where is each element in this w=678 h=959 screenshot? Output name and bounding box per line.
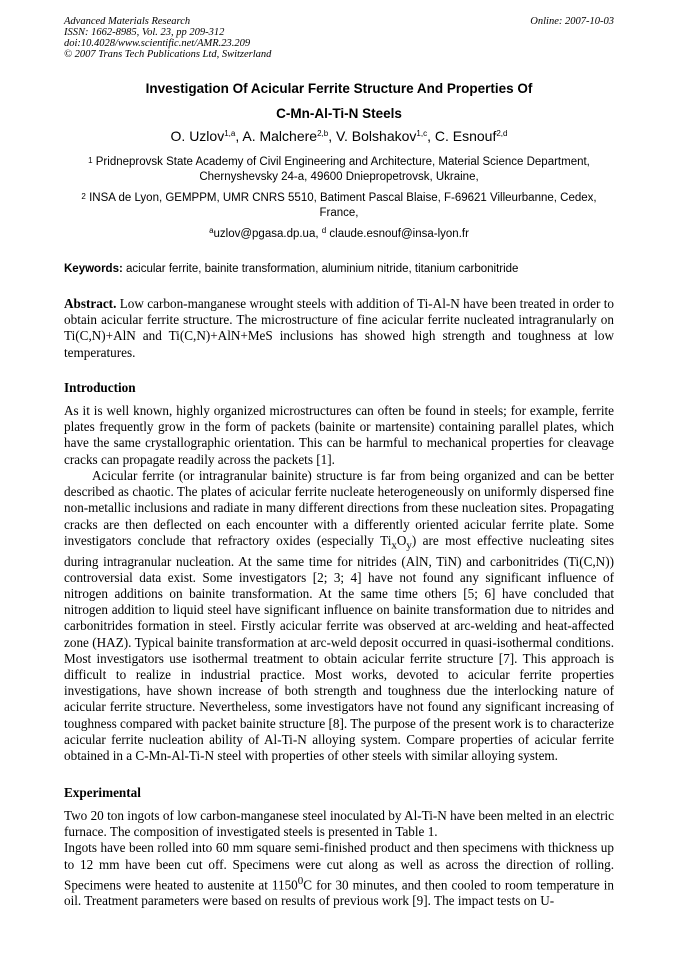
- author-name: O. Uzlov: [170, 128, 225, 144]
- experimental-heading: Experimental: [64, 785, 141, 800]
- paragraph-text: O: [396, 532, 407, 548]
- abstract-label: Abstract.: [64, 296, 117, 311]
- experimental-paragraph-2: [64, 840, 614, 909]
- keywords-line: [64, 263, 614, 275]
- affiliation-sup: 2: [81, 192, 86, 201]
- affiliation-1: [64, 155, 614, 185]
- subscript: y: [406, 539, 412, 552]
- author-list: O. Uzlov$^{1,a}$, A. Malchere$^{2,b}$, V. Bolshakov$^{1,c}$, C. Esnouf$^{2,d}$: [170, 128, 508, 144]
- doi-line: doi:10.4028/www.scientific.net/AMR.23.209: [64, 38, 251, 49]
- affiliation-2: [64, 191, 614, 221]
- affiliation-sup: 1: [88, 156, 93, 165]
- copyright-line: © 2007 Trans Tech Publications Ltd, Switzerland: [64, 49, 272, 60]
- email-sup: d: [321, 226, 327, 235]
- paragraph-text: Acicular ferrite (or intragranular bainite) structure is far from being organized and can be better described as chaotic. The plates of acicular ferrite nucleate heterogeneously on uniformly dispersed fine non-metallic inclusions and radiate in many different directions from these nucleation sites. Propagating cracks are then deflected on each encounter with a differently oriented acicular ferrite plate. Some investigators conclude that refractory oxides (especially Ti: [64, 468, 614, 548]
- experimental-text: [64, 808, 614, 910]
- email-line: $^a$uzlov@pgasa.dp.ua, $^d$ claude.esnouf@insa-lyon.fr: [209, 226, 469, 240]
- abstract: [64, 296, 614, 361]
- journal-header: [64, 16, 271, 60]
- affiliation-text: INSA de Lyon, GEMPPM, UMR CNRS 5510, Batiment Pascal Blaise, F-69621 Villeurbanne, Cedex, France,: [89, 192, 597, 219]
- author-name: A. Malchere: [242, 128, 318, 144]
- affiliation-text: Pridneprovsk State Academy of Civil Engineering and Architecture, Material Science Department, Chernyshevsky 24-a, 49600 Dniepropetrovsk, Ukraine,: [95, 156, 590, 183]
- abstract-text: Low carbon-manganese wrought steels with addition of Ti-Al-N have been treated in order to obtain acicular ferrite structure. The microstructure of fine acicular ferrite nucleated intragranularly on Ti(C,N)+AlN and Ti(C,N)+AlN+MeS inclusions has showed high strength and toughness at low temperatures.: [64, 296, 614, 360]
- author-sup: 2,d: [496, 129, 508, 138]
- experimental-paragraph-1: Two 20 ton ingots of low carbon-manganese steel inoculated by Al-Ti-N have been melted in an electric furnace. The composition of investigated steels is presented in Table 1.: [64, 808, 614, 840]
- online-date: Online: 2007-10-03: [530, 16, 614, 27]
- journal-name: Advanced Materials Research: [64, 16, 191, 27]
- paragraph-text: ) are most effective nucleating sites during intragranular nucleation. At the same time for nitrides (AlN, TiN) and carbonitrides (Ti(C,N)) controversial data exist. Some investigators [2; 3; 4] have not found any significant influence of nitrogen additions on bainite transformation. At the same time others [5; 6] have concluded that nitrogen addition to liquid steel have significant influence on bainite transformation due to nitrides and carbonitrides formation in steel. Firstly acicular ferrite was observed at arc-welding and heat-affected zone (HAZ). Typical bainite transformation at arc-weld deposit occurred in quasi-isothermal conditions. Most investigators use isothermal treatment to obtain acicular ferrite structure [7]. This approach is difficult to realize in industrial practice. Most works, devoted to acicular ferrite properties investigations, have shown increase of both strength and toughness due the interlocking nature of acicular ferrite structure. Nevertheless, some investigators have not found any significant increasing of toughness compared with packet bainite structure [8]. The purpose of the present work is to characterize acicular ferrite nucleation ability of Al-Ti-N alloying system. Compare properties of acicular ferrite obtained in a C-Mn-Al-Ti-N steel with properties of other steels with similar alloying system.: [64, 532, 615, 764]
- keywords-text: acicular ferrite, bainite transformation, aluminium nitride, titanium carbonitride: [126, 263, 519, 275]
- superscript: 0: [297, 874, 304, 887]
- introduction-paragraph-1: As it is well known, highly organized microstructures can often be found in steels; for example, ferrite plates frequently grow in the form of packets (bainite or martensite) containing parallel plates, which have the same crystallographic orientation. This can be harmful to mechanical properties for cleavage cracks can propagate readily across the packets [1].: [64, 403, 614, 467]
- email-sup: a: [209, 226, 214, 235]
- author-sup: 1,c: [416, 129, 428, 138]
- paragraph-text: C for 30 minutes, and then cooled to room temperature in oil. Treatment parameters were based on results of previous work [9]. The impact tests on U-: [64, 877, 614, 909]
- subscript: x: [391, 539, 397, 552]
- paper-title-line-2: C-Mn-Al-Ti-N Steels: [276, 106, 402, 121]
- author-sup: 2,b: [317, 129, 329, 138]
- introduction-paragraph-2: [64, 468, 614, 764]
- paragraph-text: Ingots have been rolled into 60 mm square semi-finished product and then specimens with thickness up to 12 mm have been cut off. Specimens were cut along as well as across the direction of rolling. Specimens were heated to austenite at 1150: [64, 840, 614, 893]
- email-address: uzlov@pgasa.dp.ua: [213, 228, 316, 240]
- issn-line: ISSN: 1662-8985, Vol. 23, pp 209-312: [64, 27, 225, 38]
- author-name: V. Bolshakov: [335, 128, 417, 144]
- paper-title-line-1: Investigation Of Acicular Ferrite Structure And Properties Of: [145, 81, 533, 96]
- email-address: claude.esnouf@insa-lyon.fr: [329, 228, 469, 240]
- introduction-heading: Introduction: [64, 380, 136, 395]
- keywords-label: Keywords:: [64, 263, 123, 275]
- author-name: C. Esnouf: [434, 128, 497, 144]
- author-sup: 1,a: [224, 129, 236, 138]
